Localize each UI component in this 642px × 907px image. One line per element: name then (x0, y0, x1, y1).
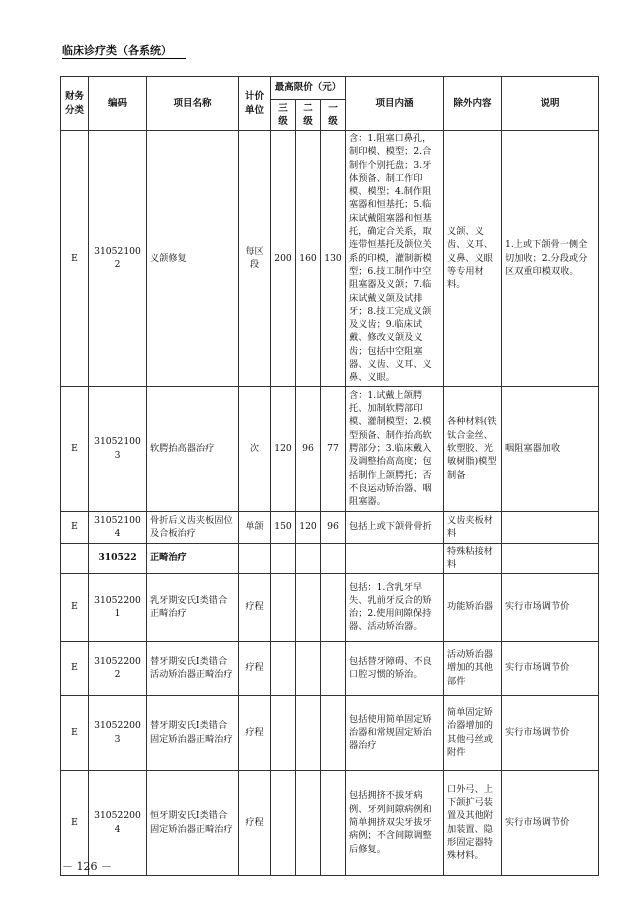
row-price-level2 (296, 573, 321, 641)
fee-table (60, 76, 599, 876)
row-code: 310522001 (89, 573, 147, 641)
row-except: 特殊粘接材料 (444, 543, 502, 573)
row-note: 1.上或下颌骨一侧全切加收；2.分段或分区双重印模双收。 (502, 131, 599, 387)
row-except: 口外弓、上下颌扩弓装置及其他附加装置、隐形固定器特殊材料。 (444, 770, 502, 875)
row-price-level3 (271, 573, 296, 641)
row-unit: 次 (239, 386, 271, 511)
page-section-title: 临床诊疗类（各系统） (62, 44, 186, 59)
page-number: － 126 － (62, 860, 112, 873)
row-unit (239, 543, 271, 573)
row-content: 包括拥挤不拔牙病例、牙列间隙病例和简单拥挤双尖牙拔牙病例；不含间隙调整后修复。 (346, 770, 444, 875)
row-unit: 疗程 (239, 573, 271, 641)
row-price-level2: 96 (296, 386, 321, 511)
row-code: 310521004 (89, 511, 147, 543)
row-unit: 每区段 (239, 131, 271, 387)
row-name: 骨折后义齿夹板固位及合板治疗 (147, 511, 239, 543)
row-note: 实行市场调节价 (502, 695, 599, 770)
header-note: 说明 (502, 77, 599, 131)
row-name: 软腭抬高器治疗 (147, 386, 239, 511)
table-row (61, 573, 599, 641)
row-unit: 疗程 (239, 770, 271, 875)
header-content: 项目内涵 (346, 77, 444, 131)
table-row (61, 386, 599, 511)
row-unit: 疗程 (239, 641, 271, 695)
row-note (502, 511, 599, 543)
row-except: 各种材料(铁钛合金丝、软塑胶、光敏树脂)模型制备 (444, 386, 502, 511)
table-row (61, 770, 599, 875)
row-except: 简单固定矫治器增加的其他弓丝或附件 (444, 695, 502, 770)
table-row (61, 131, 599, 387)
row-category: E (61, 386, 89, 511)
row-name: 正畸治疗 (147, 543, 239, 573)
row-price-level1: 77 (321, 386, 346, 511)
row-price-level1: 96 (321, 511, 346, 543)
row-name: 替牙期安氏Ⅰ类错合活动矫治器正畸治疗 (147, 641, 239, 695)
row-category: E (61, 770, 89, 875)
row-price-level3: 150 (271, 511, 296, 543)
row-price-level3: 120 (271, 386, 296, 511)
row-price-level2: 160 (296, 131, 321, 387)
row-name: 乳牙期安氏Ⅰ类错合正畸治疗 (147, 573, 239, 641)
row-category: E (61, 641, 89, 695)
table-row (61, 543, 599, 573)
row-price-level2 (296, 641, 321, 695)
row-content: 包括使用简单固定矫治器和常规固定矫治器治疗 (346, 695, 444, 770)
header-level2: 二级 (296, 100, 321, 131)
row-except: 义颌、义齿、义耳、义鼻、义眼等专用材料。 (444, 131, 502, 387)
row-content: 含：1.阻塞口鼻孔，制印模、模型；2.合制作个别托盘；3.牙体预备、制工作印模、模型；4.制作阻塞器和恒基托；5.临床试戴阻塞器和恒基托，确定合关系，取连带恒基托及颌位关系的印模，灌制新模型；6.技工制作中空阻塞器及义颌；7.临床试戴义颌及试排牙；8.技工完成义颌及义齿；9.临床试戴、修改义颌及义齿；包括中空阻塞器、义齿、义耳、义鼻、义眼。 (346, 131, 444, 387)
row-unit: 单颌 (239, 511, 271, 543)
row-price-level3 (271, 695, 296, 770)
row-price-level2 (296, 543, 321, 573)
row-price-level3 (271, 543, 296, 573)
header-code: 编码 (89, 77, 147, 131)
row-category: E (61, 573, 89, 641)
row-content: 含：1.试戴上颌腭托、加制软腭部印模、灌制模型；2.模型预备、制作抬高软腭部分；3.临床戴入及调整抬高高度；包括制作上颌腭托；否不良运动矫治器、咽阻塞器。 (346, 386, 444, 511)
row-content: 包括：1.含乳牙早失、乳前牙反合的矫治；2.使用间隙保持器、活动矫治器。 (346, 573, 444, 641)
row-unit: 疗程 (239, 695, 271, 770)
row-category: E (61, 695, 89, 770)
header-level1: 一级 (321, 100, 346, 131)
row-code: 310521003 (89, 386, 147, 511)
header-max-price: 最高限价（元） (271, 77, 346, 100)
row-category: E (61, 131, 89, 387)
row-price-level1: 130 (321, 131, 346, 387)
table-row (61, 511, 599, 543)
table-row (61, 695, 599, 770)
header-name: 项目名称 (147, 77, 239, 131)
row-note: 实行市场调节价 (502, 573, 599, 641)
table-row (61, 641, 599, 695)
header-except: 除外内容 (444, 77, 502, 131)
row-note: 实行市场调节价 (502, 641, 599, 695)
row-price-level1 (321, 543, 346, 573)
row-category (61, 543, 89, 573)
row-code: 310522 (89, 543, 147, 573)
row-price-level3 (271, 641, 296, 695)
row-note: 实行市场调节价 (502, 770, 599, 875)
row-price-level2 (296, 695, 321, 770)
row-name: 义颌修复 (147, 131, 239, 387)
row-price-level1 (321, 573, 346, 641)
row-except: 功能矫治器 (444, 573, 502, 641)
header-category: 财务分类 (61, 77, 89, 131)
row-code: 310522004 (89, 770, 147, 875)
row-price-level3 (271, 770, 296, 875)
row-price-level3: 200 (271, 131, 296, 387)
header-unit: 计价单位 (239, 77, 271, 131)
row-price-level2 (296, 770, 321, 875)
row-price-level1 (321, 770, 346, 875)
row-name: 恒牙期安氏Ⅰ类错合固定矫治器正畸治疗 (147, 770, 239, 875)
row-except: 活动矫治器增加的其他部件 (444, 641, 502, 695)
row-note (502, 543, 599, 573)
row-except: 义齿夹板材料 (444, 511, 502, 543)
row-content: 包括替牙障碍、不良口腔习惯的矫治。 (346, 641, 444, 695)
row-name: 替牙期安氏Ⅰ类错合固定矫治器正畸治疗 (147, 695, 239, 770)
row-price-level2: 120 (296, 511, 321, 543)
row-price-level1 (321, 641, 346, 695)
row-category: E (61, 511, 89, 543)
row-code: 310521002 (89, 131, 147, 387)
header-level3: 三级 (271, 100, 296, 131)
row-code: 310522002 (89, 641, 147, 695)
row-price-level1 (321, 695, 346, 770)
row-note: 咽阻塞器加收 (502, 386, 599, 511)
row-code: 310522003 (89, 695, 147, 770)
row-content: 包括上或下颌骨骨折 (346, 511, 444, 543)
fee-table-body (61, 131, 599, 876)
row-content (346, 543, 444, 573)
